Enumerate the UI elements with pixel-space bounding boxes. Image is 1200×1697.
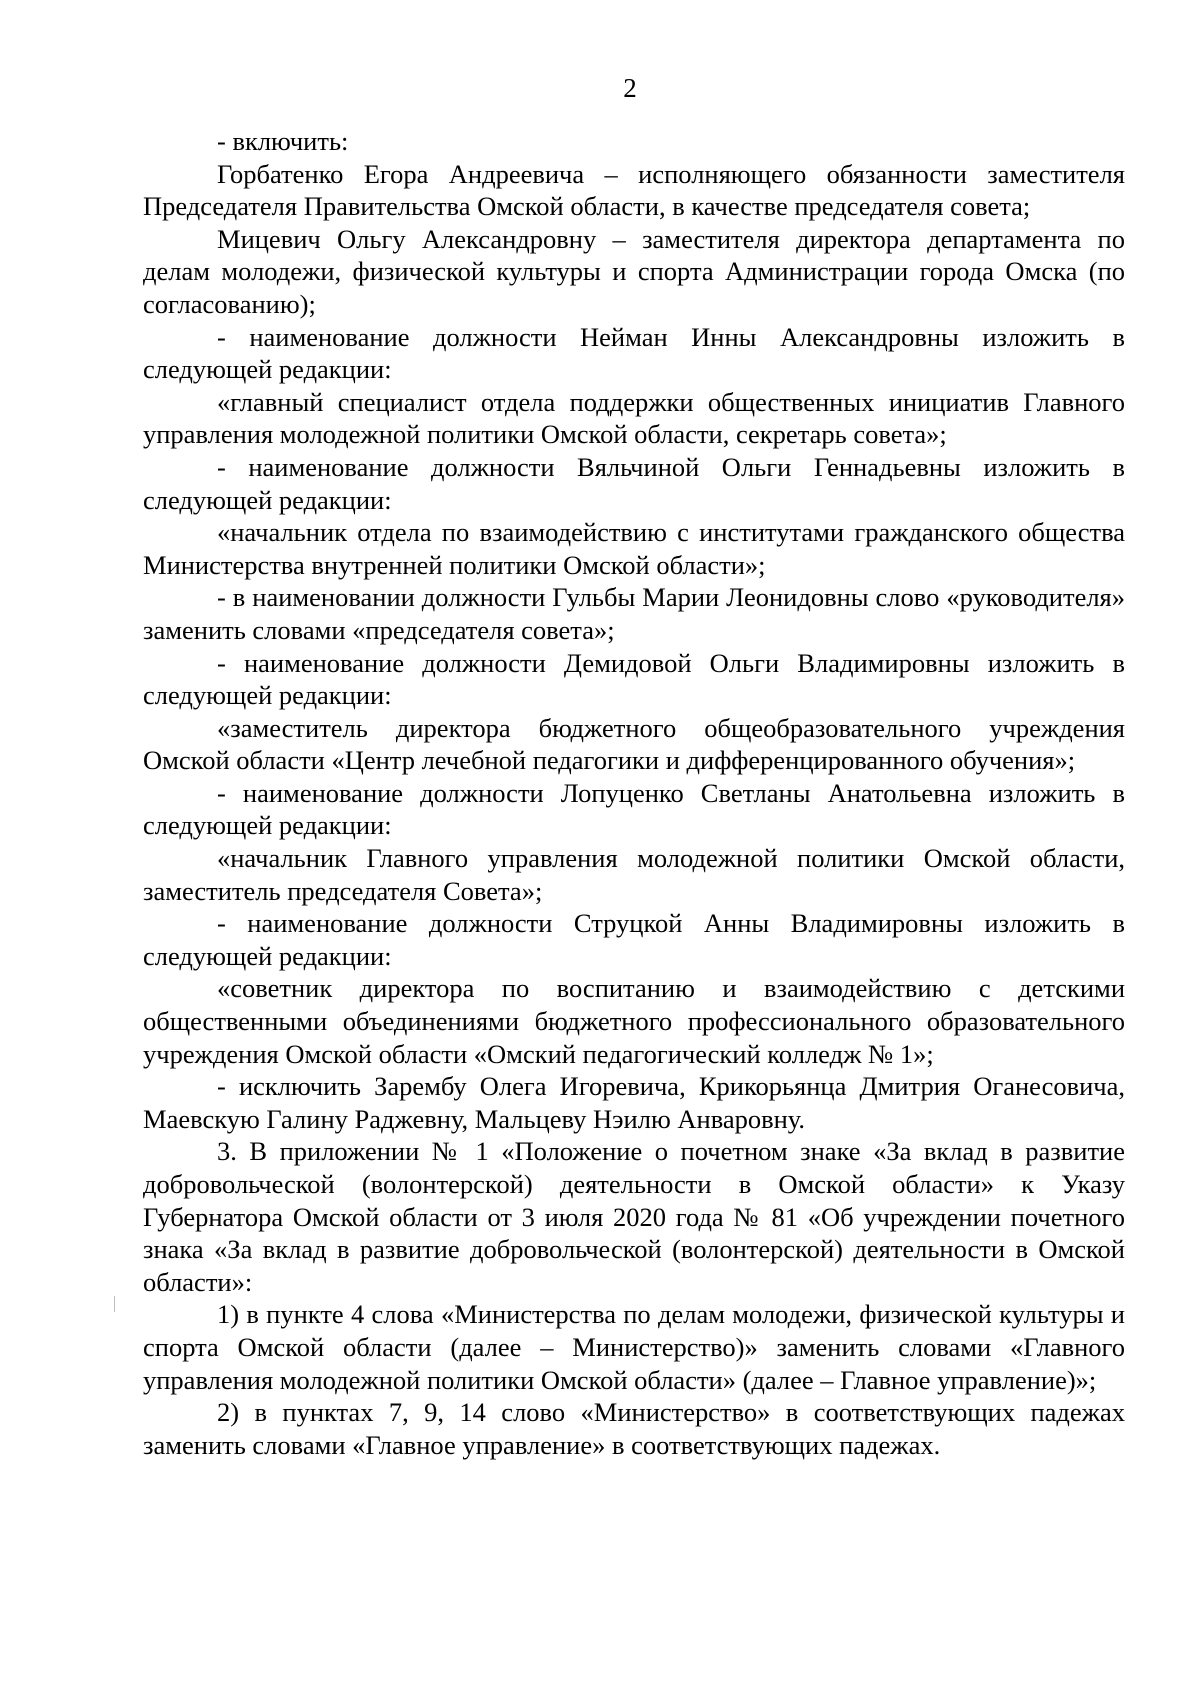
paragraph-item-3: 3. В приложении № 1 «Положение о почетном знаке «За вклад в развитие добровольческой (волонтерской) деятельности в Омской области» к Указу Губернатора Омской области от 3 июля 2020 года № 81 «Об учреждении почетного знака «За вклад в развитие добровольческой (волонтерской) деятельности в Омской области»: bbox=[143, 1136, 1125, 1297]
paragraph-subitem-1: 1) в пункте 4 слова «Министерства по делам молодежи, физической культуры и спорта Омской области (далее – Министерство)» заменить словами «Главного управления молодежной политики Омской области» (далее – Главное управление)»; bbox=[143, 1299, 1125, 1395]
paragraph-neiman-position: - наименование должности Нейман Инны Александровны изложить в следующей редакции: bbox=[143, 321, 1125, 385]
paragraph-neiman-new-title: «главный специалист отдела поддержки общественных инициатив Главного управления молодежной политики Омской области, секретарь совета»; bbox=[143, 386, 1125, 450]
paragraph-strutskaya-new-title: «советник директора по воспитанию и взаимодействию с детскими общественными объединениями бюджетного профессионального образовательного учреждения Омской области «Омский педагогический колледж № 1»; bbox=[143, 973, 1125, 1069]
paragraph-gorbatenko: Горбатенко Егора Андреевича – исполняющего обязанности заместителя Председателя Правительства Омской области, в качестве председателя совета; bbox=[143, 158, 1125, 222]
paragraph-demidova-position: - наименование должности Демидовой Ольги Владимировны изложить в следующей редакции: bbox=[143, 647, 1125, 711]
paragraph-include-heading: - включить: bbox=[217, 126, 349, 156]
paragraph-gulba: - в наименовании должности Гульбы Марии Леонидовны слово «руководителя» заменить словами «председателя совета»; bbox=[143, 582, 1125, 645]
paragraph-vyalchina-position: - наименование должности Вяльчиной Ольги Геннадьевны изложить в следующей редакции: bbox=[143, 451, 1125, 515]
paragraph-vyalchina-new-title: «начальник отдела по взаимодействию с институтами гражданского общества Министерства внутренней политики Омской области»; bbox=[143, 517, 1125, 580]
paragraph-mitsevich: Мицевич Ольгу Александровну – заместителя директора департамента по делам молодежи, физической культуры и спорта Администрации города Омска (по согласованию); bbox=[143, 223, 1125, 319]
scan-mark bbox=[114, 1296, 115, 1312]
paragraph-demidova-new-title: «заместитель директора бюджетного общеобразовательного учреждения Омской области «Центр лечебной педагогики и дифференцированного обучения»; bbox=[143, 712, 1125, 776]
document-body bbox=[143, 125, 1125, 1461]
page-number: 2 bbox=[623, 73, 637, 103]
paragraph-exclude: - исключить Зарембу Олега Игоревича, Крикорьянца Дмитрия Оганесовича, Маевскую Галину Раджевну, Мальцеву Нэилю Анваровну. bbox=[143, 1071, 1125, 1134]
paragraph-strutskaya-position: - наименование должности Струцкой Анны Владимировны изложить в следующей редакции: bbox=[143, 908, 1125, 971]
paragraph-lopucenko-new-title: «начальник Главного управления молодежной политики Омской области, заместитель председателя Совета»; bbox=[143, 843, 1125, 906]
paragraph-lopucenko-position: - наименование должности Лопуценко Светланы Анатольевна изложить в следующей редакции: bbox=[143, 777, 1125, 841]
paragraph-subitem-2: 2) в пунктах 7, 9, 14 слово «Министерство» в соответствующих падежах заменить словами «Главное управление» в соответствующих падежах. bbox=[143, 1397, 1125, 1460]
